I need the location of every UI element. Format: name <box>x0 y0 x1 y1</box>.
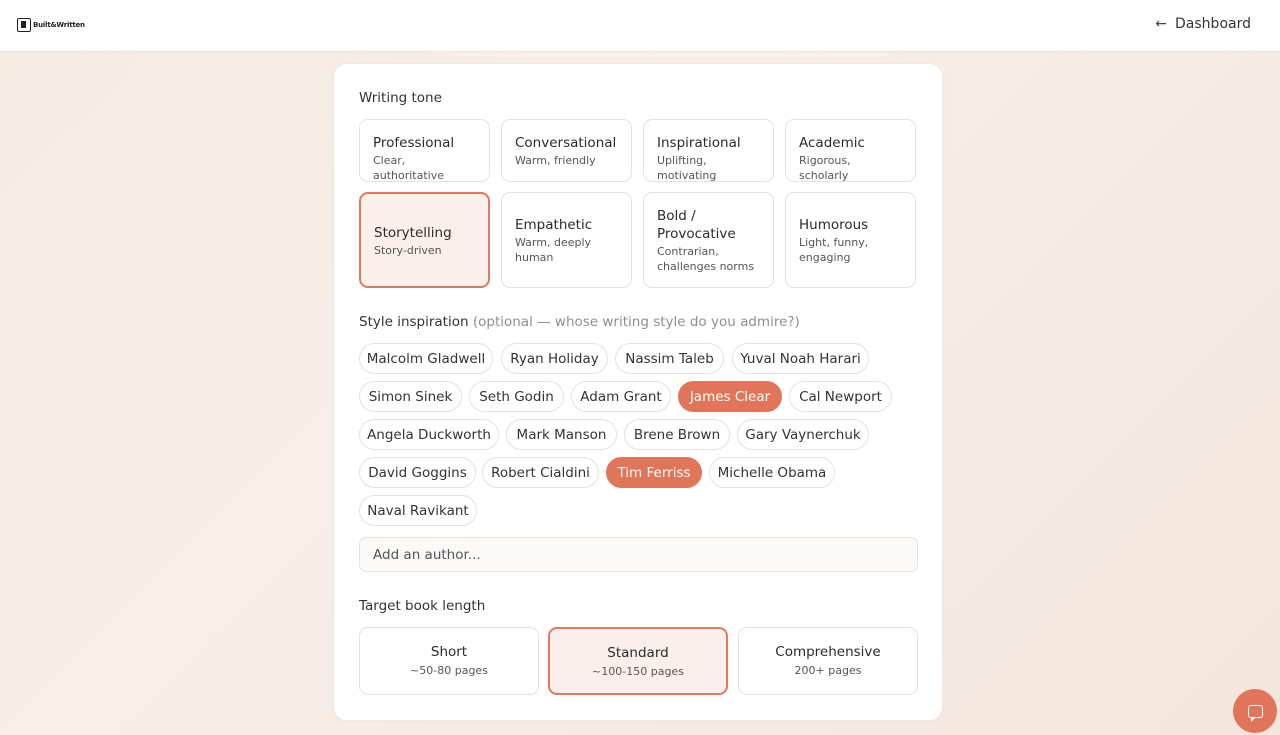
logo-text: Built&Written <box>33 21 85 29</box>
length-option-standard[interactable] <box>548 627 728 695</box>
tone-title: Professional <box>373 135 455 151</box>
author-chip[interactable]: Mark Manson <box>506 419 617 450</box>
length-option-comprehensive[interactable] <box>738 627 918 695</box>
author-chip[interactable]: Naval Ravikant <box>359 495 477 526</box>
tone-subtitle: Warm, friendly <box>515 154 596 167</box>
style-inspiration-title: Style inspiration <box>359 314 469 330</box>
length-title: Short <box>430 644 468 660</box>
tone-subtitle: Rigorous, scholarly <box>799 154 851 182</box>
tone-title: Conversational <box>515 135 617 151</box>
tone-subtitle: Contrarian, challenges norms <box>657 245 755 273</box>
author-chip[interactable]: Robert Cialdini <box>482 457 599 488</box>
arrow-left-icon: ← <box>1155 16 1168 32</box>
dashboard-link[interactable] <box>1155 16 1251 32</box>
tone-option-professional[interactable] <box>359 119 490 182</box>
book-length-label: Target book length <box>359 598 486 614</box>
tone-title: Academic <box>799 135 865 151</box>
tone-title: Bold / Provocative <box>657 208 736 242</box>
length-title: Comprehensive <box>775 644 881 660</box>
dashboard-label: Dashboard <box>1175 16 1251 32</box>
author-chip[interactable]: Ryan Holiday <box>501 343 608 374</box>
tone-subtitle: Light, funny, engaging <box>799 236 869 264</box>
author-chip[interactable]: Malcolm Gladwell <box>359 343 493 374</box>
length-option-short[interactable] <box>359 627 539 695</box>
tone-title: Humorous <box>799 217 869 233</box>
author-chip[interactable]: Cal Newport <box>789 381 892 412</box>
settings-card <box>333 63 943 721</box>
tone-option-conversational[interactable] <box>501 119 632 182</box>
tone-option-academic[interactable] <box>785 119 916 182</box>
tone-title: Storytelling <box>374 225 452 241</box>
author-chip[interactable]: Seth Godin <box>469 381 564 412</box>
length-subtitle: ~50-80 pages <box>410 664 488 677</box>
length-subtitle: 200+ pages <box>794 664 862 677</box>
author-chip[interactable]: Nassim Taleb <box>615 343 724 374</box>
length-title: Standard <box>607 645 669 661</box>
author-chip-selected[interactable]: James Clear <box>678 381 782 412</box>
author-chip[interactable]: Adam Grant <box>571 381 671 412</box>
tone-option-humorous[interactable] <box>785 192 916 288</box>
style-inspiration-hint: (optional — whose writing style do you admire?) <box>472 314 800 330</box>
tone-subtitle: Warm, deeply human <box>515 236 592 264</box>
tone-option-inspirational[interactable] <box>643 119 774 182</box>
tone-subtitle: Clear, authoritative <box>373 154 445 182</box>
style-inspiration-label <box>359 314 800 330</box>
tone-option-storytelling[interactable] <box>359 192 490 288</box>
author-chip[interactable]: David Goggins <box>359 457 476 488</box>
tone-subtitle: Story-driven <box>374 244 442 257</box>
length-subtitle: ~100-150 pages <box>592 665 684 678</box>
tone-option-empathetic[interactable] <box>501 192 632 288</box>
author-chip[interactable]: Yuval Noah Harari <box>732 343 869 374</box>
add-author-input[interactable] <box>359 537 918 572</box>
author-chip[interactable]: Gary Vaynerchuk <box>737 419 869 450</box>
logo-mark-icon <box>17 18 31 32</box>
author-chip[interactable]: Angela Duckworth <box>359 419 499 450</box>
author-chip[interactable]: Simon Sinek <box>359 381 462 412</box>
tone-subtitle: Uplifting, motivating <box>657 154 717 182</box>
tone-title: Empathetic <box>515 217 593 233</box>
chat-button[interactable] <box>1233 689 1277 733</box>
tone-title: Inspirational <box>657 135 741 151</box>
chat-icon <box>1248 705 1263 718</box>
author-chip[interactable]: Michelle Obama <box>709 457 835 488</box>
author-chip-selected[interactable]: Tim Ferriss <box>606 457 702 488</box>
tone-option-bold-provocative[interactable] <box>643 192 774 288</box>
top-bar <box>0 0 1280 52</box>
logo[interactable] <box>17 18 85 32</box>
writing-tone-label: Writing tone <box>359 90 442 106</box>
author-chip[interactable]: Brene Brown <box>624 419 730 450</box>
